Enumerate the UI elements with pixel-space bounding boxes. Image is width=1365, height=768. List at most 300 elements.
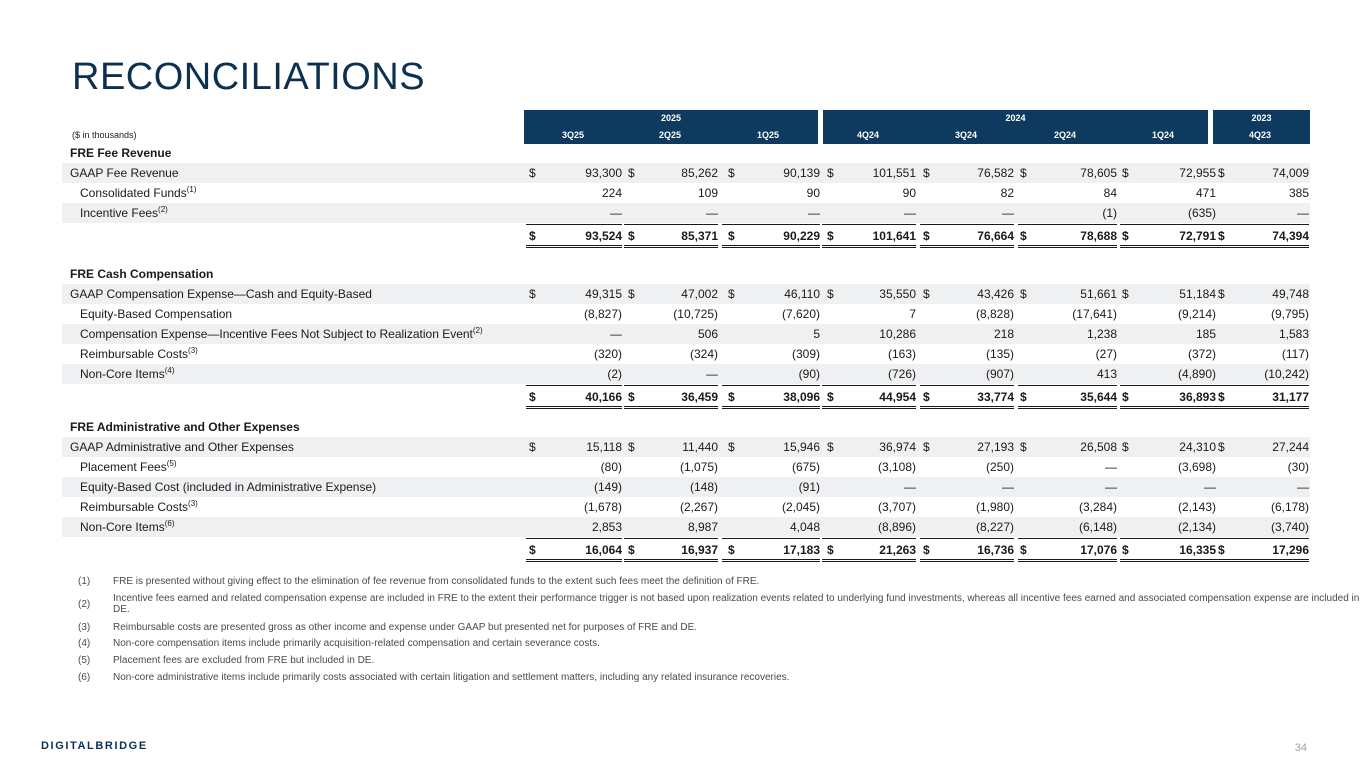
- table-cell: 74,009: [1272, 166, 1309, 180]
- quarter-label: 4Q23: [1248, 130, 1272, 140]
- table-cell: (148): [689, 480, 718, 494]
- table-cell: (7,620): [781, 307, 820, 321]
- row-label: [80, 517, 174, 537]
- table-cell: 24,310: [1179, 440, 1216, 454]
- dollar-sign: $: [728, 440, 735, 454]
- subtotal-rule: [722, 224, 820, 225]
- table-cell: —: [1297, 480, 1309, 494]
- row-label-text: Equity-Based Cost (included in Administrative Expense): [80, 480, 377, 494]
- footnote-number: (6): [78, 672, 91, 683]
- dollar-sign: $: [529, 543, 536, 557]
- total-double-rule: [526, 406, 622, 409]
- table-cell: 1,583: [1278, 327, 1309, 341]
- table-cell: 35,550: [879, 287, 916, 301]
- dollar-sign: $: [628, 287, 635, 301]
- table-cell: 2,853: [591, 520, 622, 534]
- quarter-label: 2Q24: [1053, 130, 1077, 140]
- total-cell: 17,296: [1272, 543, 1309, 557]
- table-cell: 218: [993, 327, 1014, 341]
- dollar-sign: $: [923, 440, 930, 454]
- table-cell: 385: [1288, 186, 1309, 200]
- total-cell: 35,644: [1080, 390, 1117, 404]
- total-double-rule: [1018, 245, 1117, 248]
- dollar-sign: $: [728, 543, 735, 557]
- total-cell: 40,166: [585, 390, 622, 404]
- subtotal-rule: [722, 538, 820, 539]
- row-label: [80, 477, 376, 497]
- subtotal-rule: [722, 385, 820, 386]
- table-cell: 1,238: [1086, 327, 1117, 341]
- total-cell: 72,791: [1179, 229, 1216, 243]
- quarter-label: 1Q25: [756, 130, 780, 140]
- dollar-sign: $: [1122, 440, 1129, 454]
- row-label: [70, 284, 372, 304]
- table-row: [62, 324, 1310, 344]
- dollar-sign: $: [728, 287, 735, 301]
- subtotal-rule: [526, 385, 622, 386]
- subtotal-rule: [822, 538, 916, 539]
- footnote-text: Placement fees are excluded from FRE but included in DE.: [113, 655, 375, 666]
- dollar-sign: $: [827, 229, 834, 243]
- table-cell: (2,134): [1177, 520, 1216, 534]
- total-double-rule: [920, 559, 1014, 562]
- row-label: [70, 163, 179, 183]
- total-cell: 36,893: [1179, 390, 1216, 404]
- section-header: [62, 264, 1310, 284]
- table-cell: 5: [813, 327, 820, 341]
- table-cell: —: [1105, 480, 1117, 494]
- table-cell: (1,075): [679, 460, 718, 474]
- table-cell: 47,002: [681, 287, 718, 301]
- total-row: [62, 540, 1310, 560]
- table-cell: 90: [806, 186, 820, 200]
- quarter-label: 3Q24: [954, 130, 978, 140]
- digitalbridge-logo: DIGITALBRIDGE: [41, 740, 148, 752]
- footnote-text: Non-core administrative items include primarily costs associated with certain litigation and settlement matters, including any related insurance recoveries.: [113, 672, 790, 683]
- table-cell: —: [1204, 480, 1216, 494]
- section-title: FRE Cash Compensation: [70, 267, 214, 281]
- footnote-ref: (5): [166, 459, 177, 468]
- row-label-text: Reimbursable Costs: [80, 500, 189, 514]
- table-cell: 26,508: [1080, 440, 1117, 454]
- total-cell: 85,371: [681, 229, 718, 243]
- total-cell: 93,524: [585, 229, 622, 243]
- dollar-sign: $: [1122, 166, 1129, 180]
- table-cell: 76,582: [977, 166, 1014, 180]
- dollar-sign: $: [923, 166, 930, 180]
- page-title: RECONCILIATIONS: [72, 56, 426, 98]
- table-cell: 27,244: [1272, 440, 1309, 454]
- footnote-ref: (4): [164, 366, 175, 375]
- table-row: [62, 477, 1310, 497]
- row-label: [80, 203, 168, 223]
- table-cell: —: [1297, 206, 1309, 220]
- footnote-text: Incentive fees earned and related compensation expense are included in FRE to the extent their performance trigger is not based upon realization events related to underlying fund investments, whereas all incentive fees earned and associated compensation expense are included in DE.: [113, 593, 1360, 615]
- total-cell: 17,076: [1080, 543, 1117, 557]
- table-cell: (8,227): [975, 520, 1014, 534]
- table-cell: (30): [1287, 460, 1309, 474]
- table-cell: (6,148): [1078, 520, 1117, 534]
- subtotal-rule: [1018, 538, 1117, 539]
- units-label: ($ in thousands): [72, 130, 137, 140]
- footnote-number: (2): [78, 599, 91, 610]
- table-cell: 7: [909, 307, 916, 321]
- subtotal-rule: [822, 385, 916, 386]
- subtotal-rule: [624, 385, 718, 386]
- table-row: [62, 344, 1310, 364]
- dollar-sign: $: [628, 166, 635, 180]
- quarter-label: 3Q25: [561, 130, 585, 140]
- total-double-rule: [1018, 559, 1117, 562]
- table-cell: 11,440: [682, 440, 718, 454]
- dollar-sign: $: [1122, 229, 1129, 243]
- section-title: FRE Fee Revenue: [70, 146, 172, 160]
- table-cell: (8,896): [877, 520, 916, 534]
- dollar-sign: $: [1122, 543, 1129, 557]
- table-cell: (250): [985, 460, 1014, 474]
- subtotal-rule: [1120, 385, 1216, 386]
- year-header: 2023: [1213, 110, 1310, 126]
- table-cell: (3,698): [1177, 460, 1216, 474]
- table-cell: (309): [791, 347, 820, 361]
- table-cell: 43,426: [977, 287, 1014, 301]
- table-cell: 471: [1195, 186, 1216, 200]
- table-cell: (10,725): [673, 307, 718, 321]
- dollar-sign: $: [728, 390, 735, 404]
- table-cell: 51,184: [1179, 287, 1216, 301]
- page-number: 34: [1294, 742, 1307, 754]
- total-double-rule: [1120, 559, 1216, 562]
- dollar-sign: $: [628, 390, 635, 404]
- total-double-rule: [1120, 245, 1216, 248]
- table-cell: —: [706, 206, 718, 220]
- footnote-text: Reimbursable costs are presented gross as other income and expense under GAAP but presented net for purposes of FRE and DE.: [113, 622, 698, 633]
- total-double-rule: [1216, 245, 1309, 248]
- dollar-sign: $: [1020, 166, 1027, 180]
- footnote-text: FRE is presented without giving effect to the elimination of fee revenue from consolidated funds to the extent such fees meet the definition of FRE.: [113, 576, 760, 587]
- subtotal-rule: [624, 224, 718, 225]
- dollar-sign: $: [728, 229, 735, 243]
- table-cell: (91): [798, 480, 820, 494]
- table-row: [62, 183, 1310, 203]
- total-double-rule: [526, 245, 622, 248]
- table-cell: (324): [689, 347, 718, 361]
- dollar-sign: $: [529, 440, 536, 454]
- table-cell: (3,740): [1270, 520, 1309, 534]
- footnote-ref: (3): [188, 346, 198, 355]
- subtotal-rule: [1216, 538, 1309, 539]
- table-cell: 51,661: [1080, 287, 1117, 301]
- row-label: [80, 457, 177, 477]
- table-cell: 27,193: [977, 440, 1014, 454]
- table-row: [62, 517, 1310, 537]
- table-cell: 49,315: [585, 287, 622, 301]
- total-double-rule: [624, 406, 718, 409]
- dollar-sign: $: [1218, 390, 1225, 404]
- table-cell: —: [808, 206, 820, 220]
- table-cell: —: [1105, 460, 1117, 474]
- total-double-rule: [920, 406, 1014, 409]
- dollar-sign: $: [1218, 287, 1225, 301]
- table-cell: (635): [1187, 206, 1216, 220]
- dollar-sign: $: [529, 166, 536, 180]
- dollar-sign: $: [923, 543, 930, 557]
- total-double-rule: [1120, 406, 1216, 409]
- footnote-text: Non-core compensation items include primarily acquisition-related compensation and certain severance costs.: [113, 638, 600, 649]
- table-cell: (2): [607, 367, 622, 381]
- table-cell: —: [904, 480, 916, 494]
- row-label-text: Non-Core Items: [80, 520, 165, 534]
- table-row: [62, 364, 1310, 384]
- subtotal-rule: [1018, 385, 1117, 386]
- table-cell: (4,890): [1177, 367, 1216, 381]
- subtotal-rule: [920, 538, 1014, 539]
- total-cell: 36,459: [681, 390, 718, 404]
- subtotal-rule: [526, 224, 622, 225]
- table-cell: (1,678): [583, 500, 622, 514]
- dollar-sign: $: [827, 287, 834, 301]
- section-title: FRE Administrative and Other Expenses: [70, 420, 300, 434]
- table-row: [62, 284, 1310, 304]
- subtotal-rule: [1216, 224, 1309, 225]
- dollar-sign: $: [1122, 390, 1129, 404]
- dollar-sign: $: [1020, 543, 1027, 557]
- table-cell: 90: [902, 186, 916, 200]
- table-cell: (8,827): [583, 307, 622, 321]
- total-double-rule: [722, 559, 820, 562]
- total-cell: 38,096: [783, 390, 820, 404]
- total-double-rule: [722, 406, 820, 409]
- row-label-text: GAAP Compensation Expense—Cash and Equity-Based: [70, 287, 372, 301]
- dollar-sign: $: [827, 543, 834, 557]
- total-double-rule: [1216, 559, 1309, 562]
- total-cell: 16,064: [585, 543, 622, 557]
- table-cell: 101,551: [872, 166, 916, 180]
- dollar-sign: $: [1218, 440, 1225, 454]
- table-cell: 4,048: [789, 520, 820, 534]
- dollar-sign: $: [1218, 166, 1225, 180]
- total-cell: 76,664: [977, 229, 1014, 243]
- table-cell: (2,143): [1177, 500, 1216, 514]
- table-cell: (8,828): [975, 307, 1014, 321]
- table-cell: 15,118: [586, 440, 622, 454]
- section-header: [62, 143, 1310, 163]
- table-cell: —: [610, 206, 622, 220]
- table-row: [62, 163, 1310, 183]
- dollar-sign: $: [728, 166, 735, 180]
- table-cell: 84: [1103, 186, 1117, 200]
- total-double-rule: [722, 245, 820, 248]
- footnote-ref: (2): [158, 205, 168, 214]
- dollar-sign: $: [1122, 287, 1129, 301]
- table-cell: (726): [887, 367, 916, 381]
- table-cell: 8,987: [687, 520, 718, 534]
- table-row: [62, 497, 1310, 517]
- table-cell: 15,946: [783, 440, 820, 454]
- dollar-sign: $: [827, 390, 834, 404]
- table-cell: (6,178): [1270, 500, 1309, 514]
- footnote-number: (1): [78, 576, 91, 587]
- table-row: [62, 437, 1310, 457]
- total-double-rule: [624, 559, 718, 562]
- dollar-sign: $: [1218, 229, 1225, 243]
- dollar-sign: $: [628, 543, 635, 557]
- row-label: [70, 437, 294, 457]
- footnote-number: (5): [78, 655, 91, 666]
- total-cell: 78,688: [1080, 229, 1117, 243]
- table-cell: 224: [601, 186, 622, 200]
- row-label-text: Non-Core Items: [80, 367, 165, 381]
- table-cell: —: [706, 367, 718, 381]
- table-cell: —: [610, 327, 622, 341]
- table-cell: (372): [1187, 347, 1216, 361]
- total-cell: 101,641: [872, 229, 916, 243]
- table-cell: 49,748: [1272, 287, 1309, 301]
- footnote-ref: (3): [188, 499, 198, 508]
- table-cell: (90): [798, 367, 820, 381]
- table-cell: (3,108): [877, 460, 916, 474]
- total-double-rule: [526, 559, 622, 562]
- footnote-ref: (1): [186, 185, 197, 194]
- table-cell: (907): [985, 367, 1014, 381]
- quarter-label: 1Q24: [1151, 130, 1175, 140]
- subtotal-rule: [1120, 538, 1216, 539]
- table-cell: (9,795): [1270, 307, 1309, 321]
- table-cell: 185: [1195, 327, 1216, 341]
- subtotal-rule: [1120, 224, 1216, 225]
- table-cell: (2,267): [679, 500, 718, 514]
- dollar-sign: $: [529, 229, 536, 243]
- dollar-sign: $: [923, 229, 930, 243]
- row-label-text: Consolidated Funds: [80, 186, 187, 200]
- year-header: 2025: [524, 110, 818, 126]
- table-cell: (9,214): [1177, 307, 1216, 321]
- table-cell: (163): [887, 347, 916, 361]
- footnote-number: (4): [78, 638, 91, 649]
- dollar-sign: $: [923, 287, 930, 301]
- total-double-rule: [822, 406, 916, 409]
- dollar-sign: $: [1020, 440, 1027, 454]
- table-row: [62, 457, 1310, 477]
- table-cell: 90,139: [783, 166, 820, 180]
- table-cell: (27): [1095, 347, 1117, 361]
- table-cell: (135): [985, 347, 1014, 361]
- table-row: [62, 203, 1310, 223]
- table-cell: (320): [593, 347, 622, 361]
- dollar-sign: $: [923, 390, 930, 404]
- row-label: [80, 183, 197, 203]
- dollar-sign: $: [827, 440, 834, 454]
- dollar-sign: $: [529, 390, 536, 404]
- subtotal-rule: [526, 538, 622, 539]
- dollar-sign: $: [1020, 287, 1027, 301]
- table-cell: (80): [600, 460, 622, 474]
- row-label: [80, 324, 483, 344]
- dollar-sign: $: [529, 287, 536, 301]
- table-cell: (1): [1102, 206, 1117, 220]
- total-cell: 21,263: [879, 543, 916, 557]
- subtotal-rule: [920, 224, 1014, 225]
- footnote-number: (3): [78, 622, 91, 633]
- subtotal-rule: [1018, 224, 1117, 225]
- total-double-rule: [1216, 406, 1309, 409]
- dollar-sign: $: [628, 440, 635, 454]
- table-cell: (10,242): [1264, 367, 1309, 381]
- footnote-ref: (6): [164, 519, 175, 528]
- row-label-text: Compensation Expense—Incentive Fees Not Subject to Realization Event: [80, 327, 473, 341]
- table-cell: —: [1002, 480, 1014, 494]
- subtotal-rule: [1216, 385, 1309, 386]
- row-label: [80, 497, 198, 517]
- table-cell: (117): [1281, 347, 1309, 361]
- table-cell: —: [1002, 206, 1014, 220]
- row-label-text: Incentive Fees: [80, 206, 159, 220]
- table-cell: —: [904, 206, 916, 220]
- dollar-sign: $: [628, 229, 635, 243]
- footnote-ref: (2): [472, 326, 483, 335]
- table-cell: 36,974: [879, 440, 916, 454]
- row-label: [80, 364, 174, 384]
- row-label-text: Placement Fees: [80, 460, 167, 474]
- year-header: 2024: [823, 110, 1208, 126]
- table-cell: 46,110: [784, 287, 820, 301]
- dollar-sign: $: [1020, 390, 1027, 404]
- total-double-rule: [920, 245, 1014, 248]
- row-label-text: Reimbursable Costs: [80, 347, 189, 361]
- quarter-label: 4Q24: [856, 130, 880, 140]
- section-header: [62, 417, 1310, 437]
- table-row: [62, 304, 1310, 324]
- total-cell: 74,394: [1272, 229, 1309, 243]
- total-cell: 17,183: [783, 543, 820, 557]
- table-cell: 413: [1096, 367, 1117, 381]
- total-double-rule: [822, 559, 916, 562]
- subtotal-rule: [624, 538, 718, 539]
- subtotal-rule: [920, 385, 1014, 386]
- total-double-rule: [624, 245, 718, 248]
- total-cell: 31,177: [1272, 390, 1309, 404]
- table-cell: (3,707): [877, 500, 916, 514]
- row-label-text: GAAP Administrative and Other Expenses: [70, 440, 294, 454]
- subtotal-rule: [822, 224, 916, 225]
- quarter-label: 2Q25: [658, 130, 682, 140]
- table-cell: 82: [1000, 186, 1014, 200]
- table-cell: (675): [791, 460, 820, 474]
- row-label: [80, 344, 198, 364]
- table-cell: 93,300: [585, 166, 622, 180]
- table-cell: 85,262: [681, 166, 718, 180]
- total-row: [62, 387, 1310, 407]
- total-cell: 33,774: [977, 390, 1014, 404]
- table-cell: 506: [697, 327, 718, 341]
- table-cell: (149): [593, 480, 622, 494]
- total-cell: 16,335: [1179, 543, 1216, 557]
- table-cell: 10,286: [879, 327, 916, 341]
- total-cell: 44,954: [879, 390, 916, 404]
- table-cell: (1,980): [975, 500, 1014, 514]
- table-cell: 78,605: [1080, 166, 1117, 180]
- total-row: [62, 226, 1310, 246]
- dollar-sign: $: [1218, 543, 1225, 557]
- total-double-rule: [1018, 406, 1117, 409]
- total-double-rule: [822, 245, 916, 248]
- table-cell: 72,955: [1179, 166, 1216, 180]
- total-cell: 16,736: [977, 543, 1014, 557]
- row-label: [80, 304, 232, 324]
- row-label-text: GAAP Fee Revenue: [70, 166, 179, 180]
- table-cell: (3,284): [1078, 500, 1117, 514]
- dollar-sign: $: [1020, 229, 1027, 243]
